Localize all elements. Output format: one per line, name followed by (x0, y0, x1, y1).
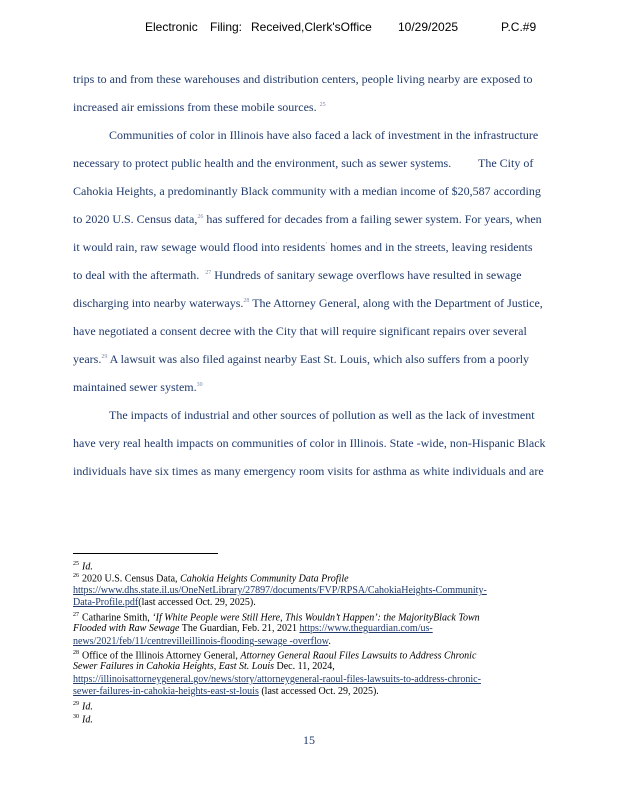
header-pc: P.C.#9 (501, 20, 537, 34)
footnote-ref[interactable]: 27 (205, 270, 212, 276)
footnote-ref[interactable]: 26 (197, 214, 204, 220)
footnote-divider (73, 553, 218, 554)
text-line: it would rain, raw sewage would flood into residents’ homes and in the streets, leaving residents (73, 240, 533, 254)
footnote-26-link[interactable]: https://www.dhs.state.il.us/OneNetLibrary/27897/documents/FVP/RPSA/CahokiaHeights-Community- (73, 585, 487, 596)
text-line: years.$^{29}$ A lawsuit was also filed against nearby East St. Louis, which also suffers from a poorly (73, 352, 530, 366)
text-line: Cahokia Heights, a predominantly Black community with a median income of $20,587 according (73, 184, 541, 198)
text-line: Communities of color in Illinois have also faced a lack of investment in the infrastructure (109, 128, 539, 142)
header-filing: Filing: (210, 20, 243, 34)
footnote-ref[interactable]: 30 (196, 382, 203, 388)
footnote-29: $^{29}$ Id. (73, 701, 93, 713)
footnote-ref[interactable]: 28 (243, 298, 250, 304)
footnote-28-link[interactable]: https://illinoisattorneygeneral.gov/news/story/attorneygeneral-raoul-files-lawsuits-to-address-chronic- (73, 674, 481, 685)
header-received: Received,Clerk'sOffice (251, 20, 372, 34)
footnote-27-link-cont[interactable]: news/2021/feb/11/centrevilleillinois-flooding-sewage -overflow (73, 636, 329, 647)
header-electronic: Electronic (145, 20, 198, 34)
text-line: to deal with the aftermath. $^{27}$ Hundreds of sanitary sewage overflows have resulted in sewage (73, 268, 522, 282)
footnote-28-cont2: sewer-failures-in-cahokia-heights-east-st-louis (last accessed Oct. 29, 2025). (73, 686, 379, 697)
footnote-27: $^{27}$ Catharine Smith, ‘If White People were Still Here, This Wouldn’t Happen’: the MajorityBlack Town (73, 612, 480, 624)
footnote-26: $^{26}$ 2020 U.S. Census Data, Cahokia Heights Community Data Profile (73, 573, 349, 585)
text-line: discharging into nearby waterways.$^{28}$ The Attorney General, along with the Department of Justice, (73, 296, 543, 310)
text-line: The impacts of industrial and other sources of pollution as well as the lack of investment (109, 408, 535, 422)
text-line: have negotiated a consent decree with the City that will require significant repairs over several (73, 324, 527, 338)
text-line: individuals have six times as many emergency room visits for asthma as white individuals and are (73, 464, 544, 478)
footnote-28-cont: Sewer Failures in Cahokia Heights, East St. Louis Dec. 11, 2024, (73, 661, 335, 672)
footnote-27-link[interactable]: https://www.theguardian.com/us- (299, 623, 433, 634)
filing-header (0, 20, 618, 38)
footnote-30: $^{30}$ Id. (73, 714, 93, 726)
footnote-28-link-cont[interactable]: sewer-failures-in-cahokia-heights-east-st-louis (73, 686, 259, 697)
text-line: necessary to protect public health and the environment, such as sewer systems. The City of (73, 156, 534, 170)
footnote-25: $^{25}$ Id. (73, 561, 93, 573)
footnote-26-link-cont[interactable]: Data-Profile.pdf (73, 597, 139, 608)
page-number: 15 (303, 733, 315, 747)
footnote-27-cont2: news/2021/feb/11/centrevilleillinois-flooding-sewage -overflow. (73, 636, 331, 647)
text-line: increased air emissions from these mobile sources. $^{25}$ (73, 100, 326, 114)
text-line: maintained sewer system.$^{30}$ (73, 380, 203, 394)
footnote-27-cont: Flooded with Raw Sewage The Guardian, Feb. 21, 2021 https://www.theguardian.com/us- (73, 623, 433, 634)
footnote-ref[interactable]: 25 (319, 102, 326, 108)
text-line: have very real health impacts on communities of color in Illinois. State -wide, non-Hispanic Black (73, 436, 546, 450)
header-date: 10/29/2025 (398, 20, 459, 34)
footnote-ref[interactable]: 29 (101, 354, 108, 360)
footnote-26-cont: Data-Profile.pdf(last accessed Oct. 29, 2025). (73, 597, 256, 608)
footnote-28: $^{28}$ Office of the Illinois Attorney General, Attorney General Raoul Files Lawsuits to Address Chronic (73, 650, 477, 662)
text-line: to 2020 U.S. Census data,$^{26}$ has suffered for decades from a failing sewer system. For years, when (73, 212, 542, 226)
text-line: trips to and from these warehouses and distribution centers, people living nearby are exposed to (73, 72, 533, 86)
